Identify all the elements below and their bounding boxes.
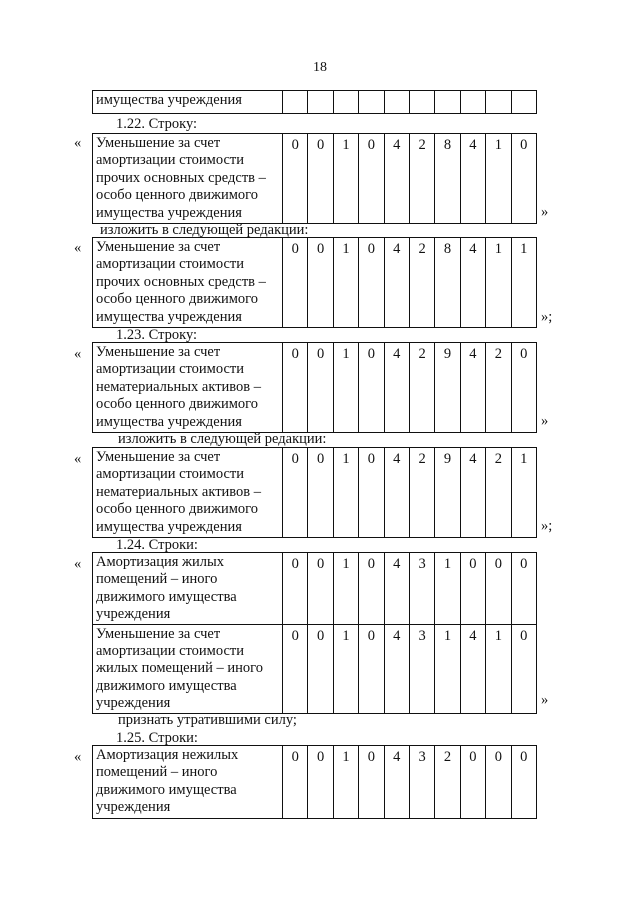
code-digit-cell: 0: [283, 238, 308, 328]
instruction-text: изложить в следующей редакции:: [118, 431, 327, 447]
code-digit-cell: 4: [460, 238, 485, 328]
code-digit-cell: [359, 91, 384, 114]
code-digit-cell: 4: [460, 343, 485, 433]
code-table-continuation: [92, 90, 537, 114]
code-digit-cell: 1: [486, 624, 511, 713]
open-quote: «: [74, 749, 82, 765]
code-digit-cell: [435, 91, 460, 114]
table-row: [93, 624, 537, 713]
code-digit-cell: [283, 91, 308, 114]
code-digit-cell: 0: [460, 553, 485, 625]
close-quote: »;: [541, 518, 553, 534]
code-digit-cell: [384, 91, 409, 114]
code-digit-cell: 0: [283, 553, 308, 625]
code-digit-cell: [511, 91, 536, 114]
instruction-text: 1.24. Строки:: [116, 537, 198, 553]
instruction-text: изложить в следующей редакции:: [100, 222, 309, 238]
code-digit-cell: 0: [283, 343, 308, 433]
code-digit-cell: 0: [283, 134, 308, 224]
table-row: [93, 746, 537, 819]
code-digit-cell: 4: [384, 238, 409, 328]
code-digit-cell: 4: [384, 134, 409, 224]
code-digit-cell: 0: [359, 448, 384, 538]
code-digit-cell: 0: [308, 343, 333, 433]
code-digit-cell: 1: [333, 343, 358, 433]
table-row: [93, 343, 537, 433]
code-digit-cell: 4: [384, 553, 409, 625]
code-digit-cell: 4: [384, 343, 409, 433]
page-number: 18: [313, 60, 327, 75]
open-quote: «: [74, 135, 82, 151]
code-digit-cell: 0: [308, 238, 333, 328]
code-digit-cell: [460, 91, 485, 114]
code-digit-cell: 4: [460, 624, 485, 713]
code-digit-cell: 0: [486, 553, 511, 625]
code-digit-cell: 4: [384, 448, 409, 538]
table-row: [93, 91, 537, 114]
code-digit-cell: 2: [486, 343, 511, 433]
code-digit-cell: 0: [359, 746, 384, 819]
code-digit-cell: 0: [283, 746, 308, 819]
table-row: [93, 553, 537, 625]
code-digit-cell: 1: [435, 553, 460, 625]
code-digit-cell: 0: [511, 746, 536, 819]
code-digit-cell: 0: [511, 134, 536, 224]
code-digit-cell: 0: [359, 343, 384, 433]
code-digit-cell: 0: [283, 448, 308, 538]
close-quote: »: [541, 413, 549, 429]
code-digit-cell: 1: [333, 238, 358, 328]
code-digit-cell: 0: [359, 134, 384, 224]
instruction-text: 1.22. Строку:: [116, 116, 198, 132]
code-table: [92, 447, 537, 538]
open-quote: «: [74, 556, 82, 572]
code-digit-cell: 1: [333, 624, 358, 713]
code-digit-cell: 9: [435, 448, 460, 538]
code-digit-cell: 1: [486, 134, 511, 224]
code-digit-cell: [308, 91, 333, 114]
code-table: [92, 342, 537, 433]
code-digit-cell: 0: [359, 553, 384, 625]
code-table: [92, 237, 537, 328]
code-digit-cell: 1: [333, 134, 358, 224]
code-digit-cell: 0: [308, 448, 333, 538]
code-digit-cell: 3: [409, 746, 434, 819]
code-digit-cell: 2: [409, 343, 434, 433]
instruction-text: 1.25. Строки:: [116, 730, 198, 746]
table-row: [93, 238, 537, 328]
code-digit-cell: 1: [333, 553, 358, 625]
code-digit-cell: 2: [409, 238, 434, 328]
code-table: [92, 133, 537, 224]
code-digit-cell: 1: [511, 238, 536, 328]
row-label: Уменьшение за счет амортизации стоимости прочих основных средств – особо ценного движимого имущества учреждения: [93, 238, 283, 328]
code-digit-cell: 0: [511, 624, 536, 713]
code-digit-cell: 2: [409, 448, 434, 538]
instruction-text: 1.23. Строку:: [116, 327, 198, 343]
code-digit-cell: 0: [486, 746, 511, 819]
code-digit-cell: 3: [409, 624, 434, 713]
close-quote: »: [541, 204, 549, 220]
code-digit-cell: 0: [308, 134, 333, 224]
code-digit-cell: 8: [435, 134, 460, 224]
code-digit-cell: 0: [308, 746, 333, 819]
code-digit-cell: [409, 91, 434, 114]
instruction-text: признать утратившими силу;: [118, 712, 297, 728]
close-quote: »: [541, 692, 549, 708]
row-label: Уменьшение за счет амортизации стоимости прочих основных средств – особо ценного движимого имущества учреждения: [93, 134, 283, 224]
code-digit-cell: 0: [511, 343, 536, 433]
code-digit-cell: 1: [511, 448, 536, 538]
row-label: Уменьшение за счет амортизации стоимости нематериальных активов – особо ценного движимого имущества учреждения: [93, 343, 283, 433]
open-quote: «: [74, 451, 82, 467]
table-row: [93, 448, 537, 538]
code-digit-cell: 1: [333, 746, 358, 819]
row-label: Амортизация нежилых помещений – иного движимого имущества учреждения: [93, 746, 283, 819]
code-digit-cell: 4: [460, 134, 485, 224]
code-digit-cell: 8: [435, 238, 460, 328]
code-digit-cell: 2: [435, 746, 460, 819]
code-digit-cell: 2: [409, 134, 434, 224]
code-digit-cell: 2: [486, 448, 511, 538]
code-digit-cell: 4: [460, 448, 485, 538]
code-digit-cell: 0: [308, 553, 333, 625]
row-label: имущества учреждения: [93, 91, 283, 114]
code-digit-cell: 1: [435, 624, 460, 713]
code-digit-cell: 0: [460, 746, 485, 819]
open-quote: «: [74, 346, 82, 362]
code-digit-cell: 0: [511, 553, 536, 625]
close-quote: »;: [541, 309, 553, 325]
code-digit-cell: 3: [409, 553, 434, 625]
row-label: Уменьшение за счет амортизации стоимости жилых помещений – иного движимого имущества учреждения: [93, 624, 283, 713]
code-digit-cell: 1: [333, 448, 358, 538]
open-quote: «: [74, 240, 82, 256]
code-digit-cell: 0: [283, 624, 308, 713]
code-digit-cell: [486, 91, 511, 114]
code-digit-cell: 4: [384, 746, 409, 819]
code-digit-cell: 4: [384, 624, 409, 713]
code-digit-cell: [333, 91, 358, 114]
code-digit-cell: 1: [486, 238, 511, 328]
table-row: [93, 134, 537, 224]
code-digit-cell: 0: [308, 624, 333, 713]
code-digit-cell: 9: [435, 343, 460, 433]
code-digit-cell: 0: [359, 238, 384, 328]
row-label: Амортизация жилых помещений – иного движимого имущества учреждения: [93, 553, 283, 625]
row-label: Уменьшение за счет амортизации стоимости нематериальных активов – особо ценного движимого имущества учреждения: [93, 448, 283, 538]
code-table: [92, 745, 537, 819]
code-table: [92, 552, 537, 714]
code-digit-cell: 0: [359, 624, 384, 713]
